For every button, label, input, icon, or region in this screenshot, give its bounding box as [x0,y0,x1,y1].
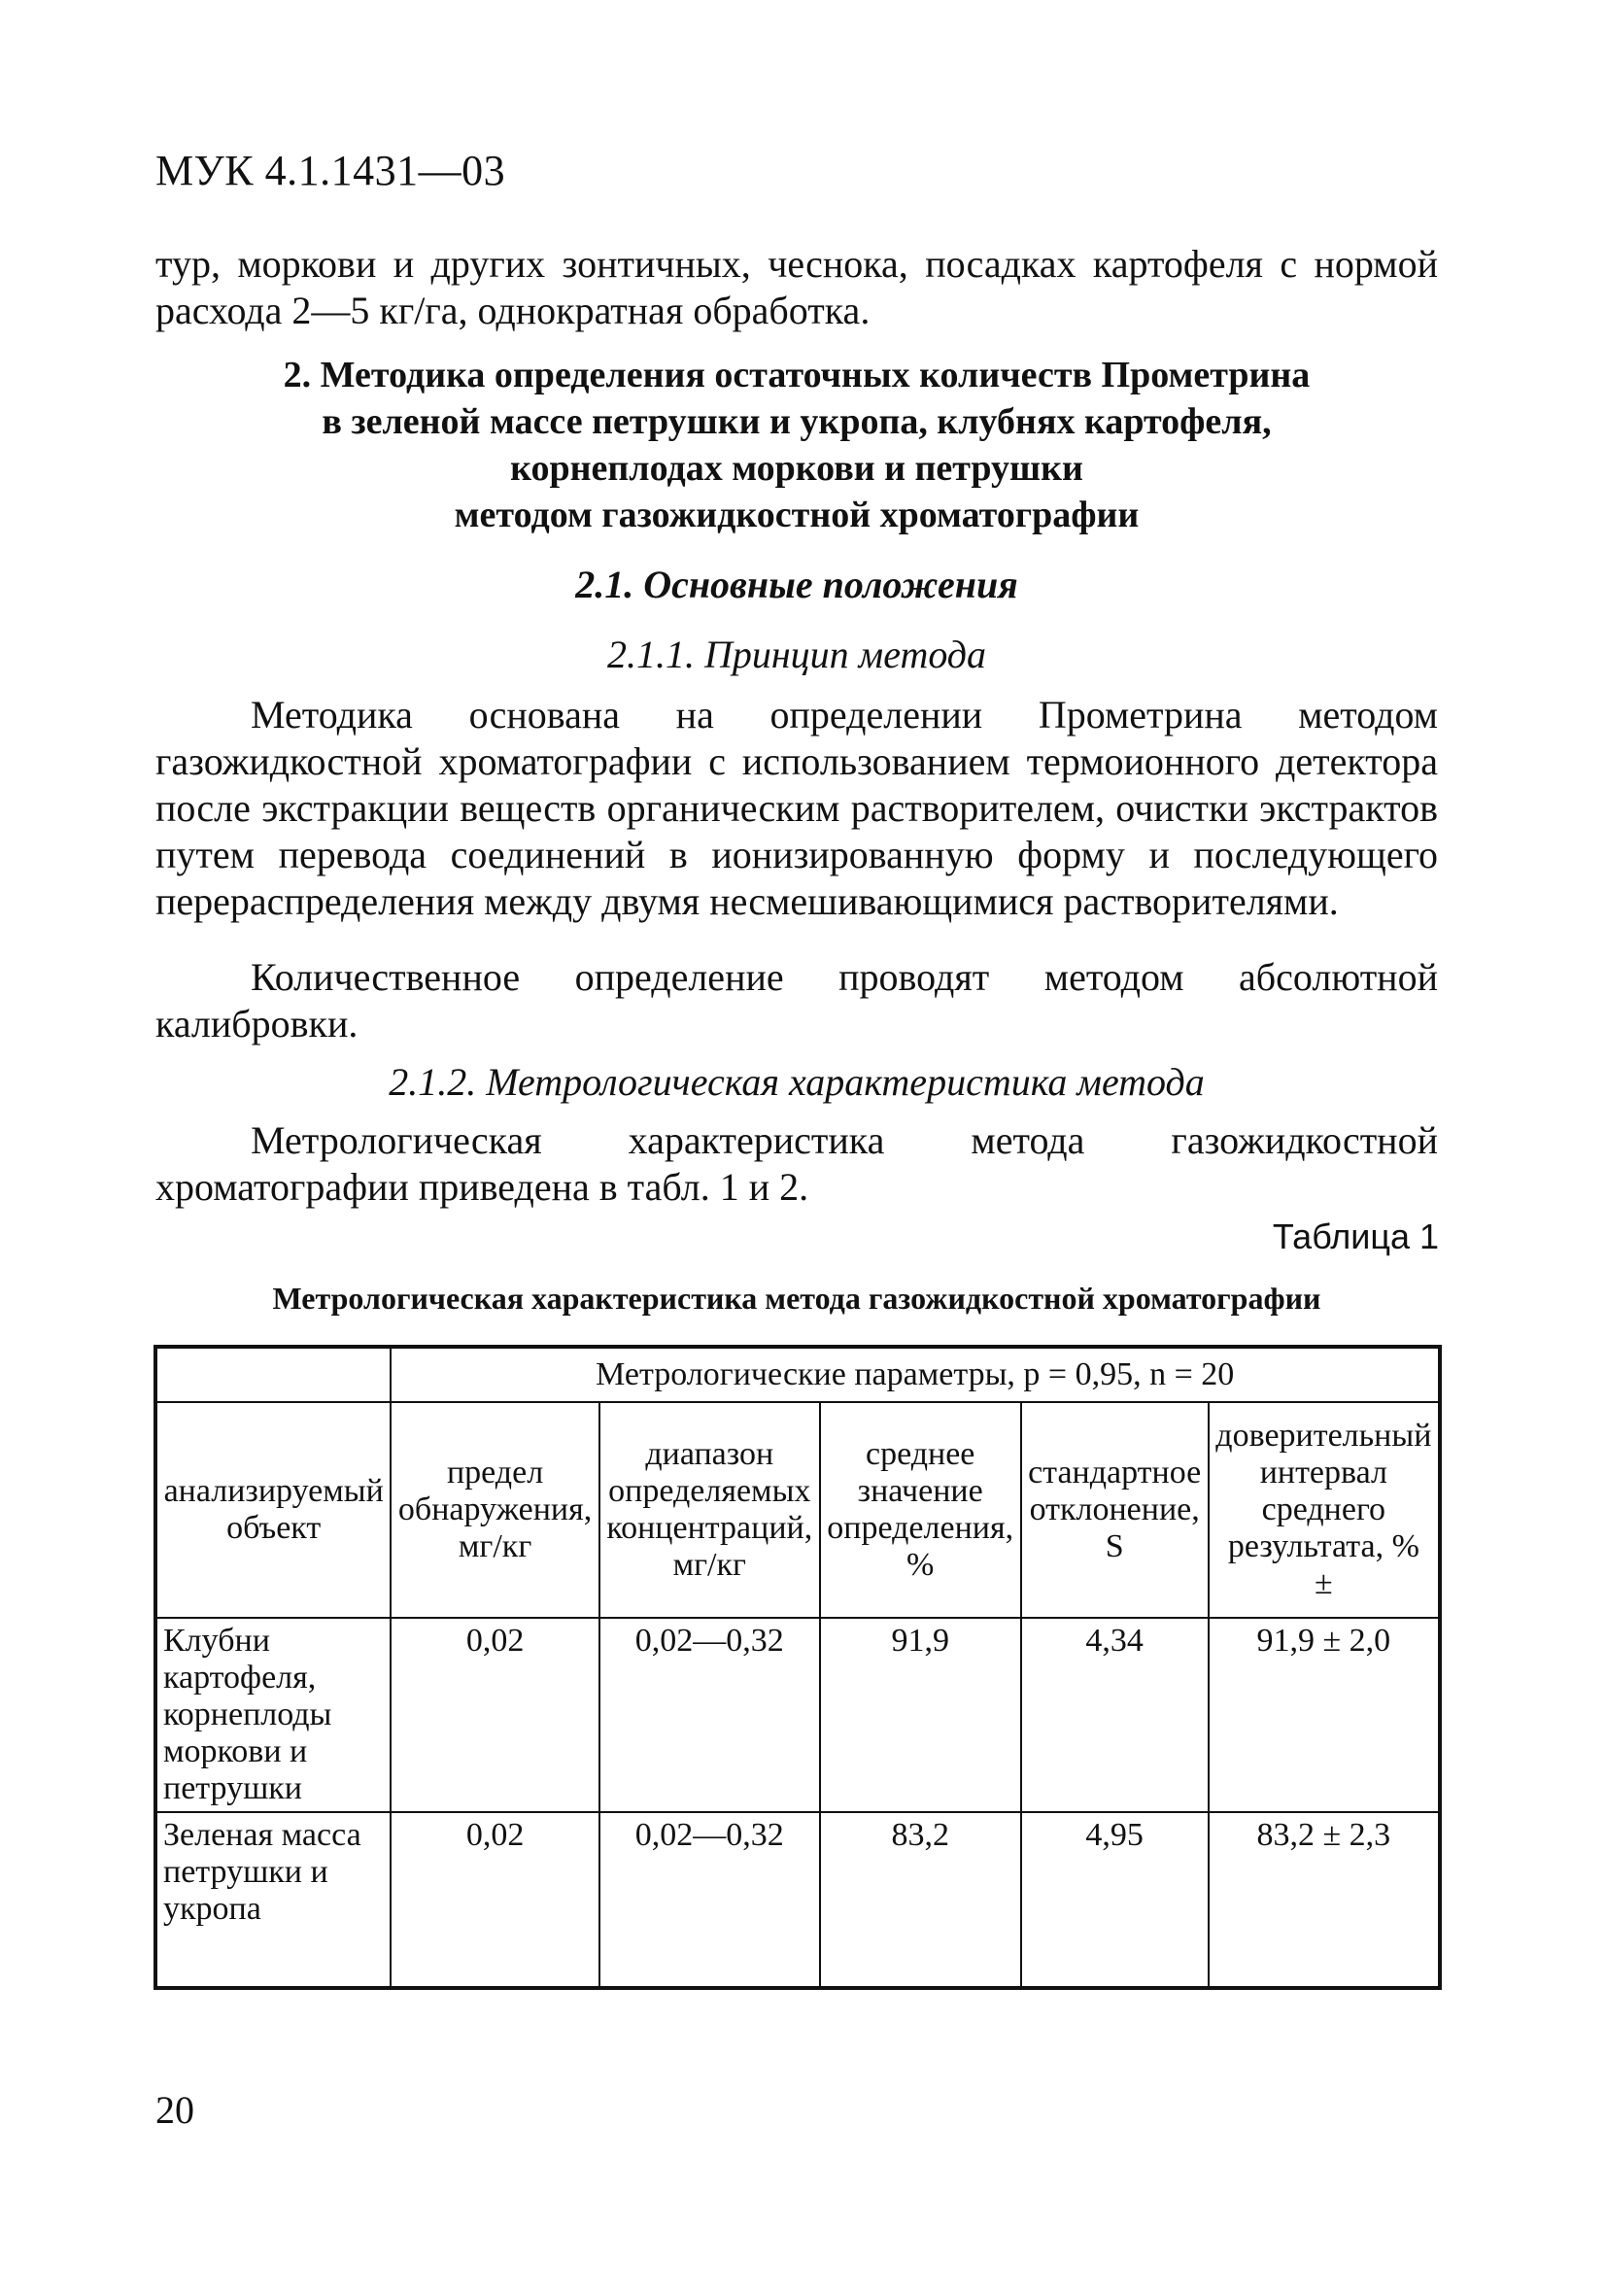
section-title-line: в зеленой массе петрушки и укропа, клубнях картофеля, [322,401,1272,442]
column-header: диапазон определяемых концентраций, мг/кг [599,1402,820,1618]
section-title [155,352,1438,538]
table-cell: 0,02—0,32 [599,1618,820,1812]
table-cell: 0,02 [391,1812,598,1988]
table-group-header: Метрологические параметры, р = 0,95, n = 20 [391,1347,1440,1402]
metrology-table [154,1345,1442,1990]
table-cell: 83,2 ± 2,3 [1209,1812,1440,1988]
metrology-paragraph: Метрологическая характеристика метода газожидкостной хроматографии приведена в табл. 1 и 2. [155,1118,1438,1209]
subsection-heading-2-1: 2.1. Основные положения [575,563,1018,606]
document-code: МУК 4.1.1431—03 [155,147,506,194]
column-header: стандартное отклонение, S [1021,1402,1209,1618]
page-number: 20 [155,2088,194,2132]
table-label: Таблица 1 [1272,1217,1439,1256]
subsection-heading-2-1-2: 2.1.2. Метрологическая характеристика метода [389,1060,1205,1104]
column-header: среднее значение определения, % [820,1402,1021,1618]
table-cell: 91,9 ± 2,0 [1209,1618,1440,1812]
method-principle-paragraph: Методика основана на определении Прометрина методом газожидкостной хроматографии с использованием термоионного детектора после экстракции веществ органическим растворителем, очистки экстрактов путем перевода соединений в ионизированную форму и последующего перераспределения между двумя несмешивающимися растворителями. [155,693,1438,923]
table-cell: 83,2 [820,1812,1021,1988]
section-title-line: 2. Методика определения остаточных количеств Прометрина [283,355,1311,395]
table-cell: 4,34 [1021,1618,1209,1812]
table-caption: Метрологическая характеристика метода газожидкостной хроматографии [272,1281,1321,1316]
table-row [155,1618,1440,1812]
table-cell: 0,02 [391,1618,598,1812]
subsection-heading-2-1-1: 2.1.1. Принцип метода [606,633,987,676]
column-header: анализируемый объект [155,1402,391,1618]
intro-paragraph: тур, моркови и других зонтичных, чеснока, посадках картофеля с нормой расхода 2—5 кг/га, однократная обработка. [155,242,1438,332]
table-header-empty-cell [155,1347,391,1402]
calibration-paragraph: Количественное определение проводят методом абсолютной калибровки. [155,955,1438,1045]
table-cell: Зеленая масса петрушки и укропа [155,1812,391,1988]
column-header: доверительный интервал среднего результата, % ± [1209,1402,1440,1618]
column-header: предел обнаружения, мг/кг [391,1402,598,1618]
section-title-line: корнеплодах моркови и петрушки [510,448,1083,489]
table-cell: 4,95 [1021,1812,1209,1988]
table-cell: 91,9 [820,1618,1021,1812]
section-title-line: методом газожидкостной хроматографии [454,495,1140,535]
table-cell: 0,02—0,32 [599,1812,820,1988]
table-cell: Клубни картофеля, корнеплоды моркови и петрушки [155,1618,391,1812]
table-row [155,1812,1440,1988]
